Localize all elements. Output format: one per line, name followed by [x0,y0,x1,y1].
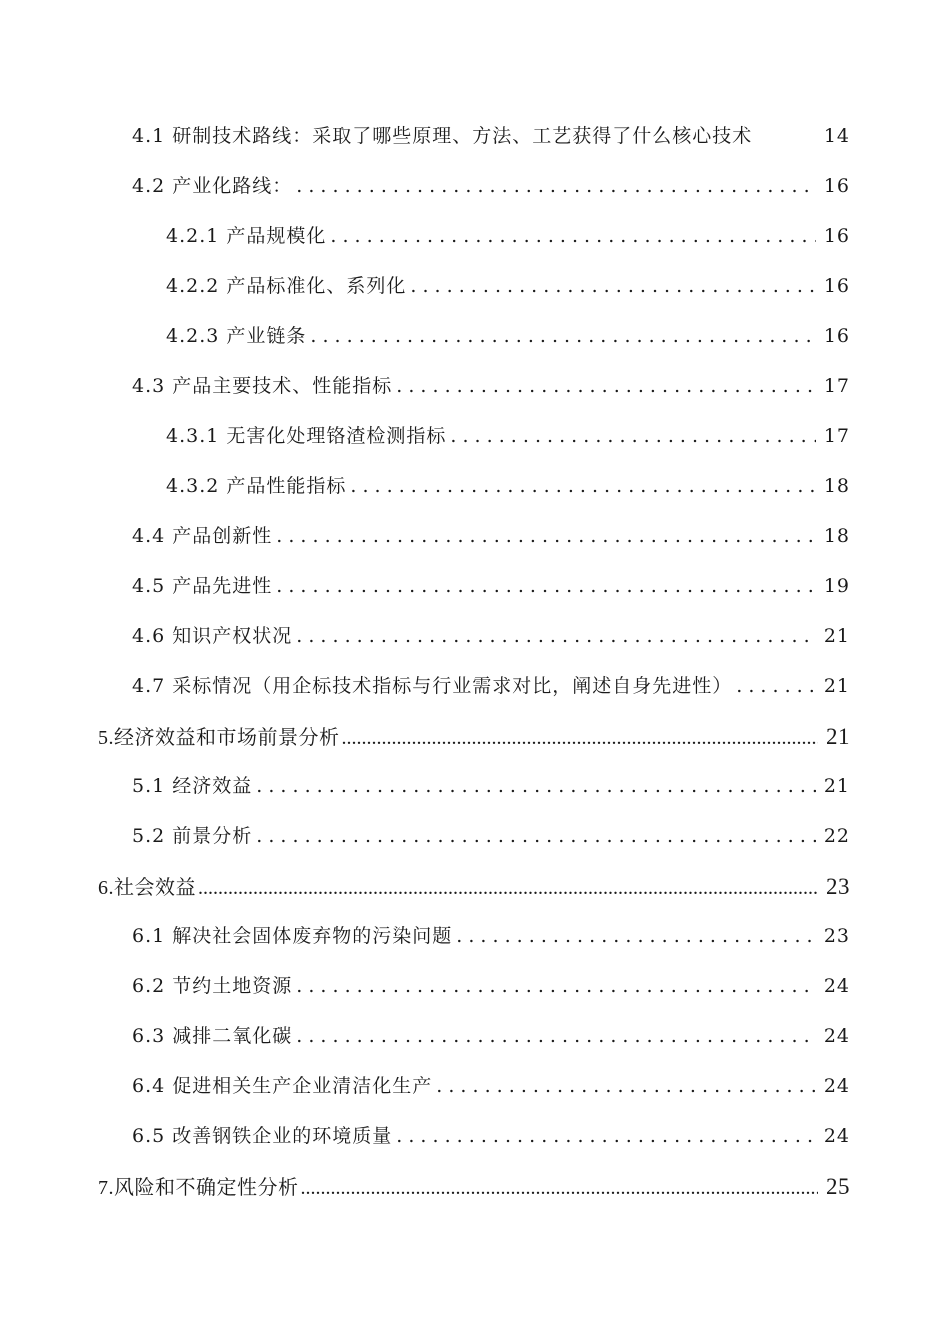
toc-entry-label: 4.2 产业化路线： [132,175,293,197]
toc-entry-6-1[interactable] [132,911,850,961]
toc-entry-label: 4.1 研制技术路线：采取了哪些原理、方法、工艺获得了什么核心技术 [132,125,753,147]
toc-leader-dots [436,1075,816,1097]
toc-leader-dots [456,925,816,947]
toc-entry-5-1[interactable] [132,761,850,811]
toc-page-number: 16 [823,225,850,247]
toc-entry-label: 4.6 知识产权状况 [132,625,293,647]
toc-leader-dots [350,475,816,497]
toc-entry-label: 4.2.1 产品规模化 [166,225,327,247]
toc-page-number: 21 [823,775,850,797]
toc-entry-label: 7.风险和不确定性分析 [98,1177,299,1199]
toc-entry-label: 4.3.2 产品性能指标 [166,475,347,497]
toc-entry-4-7[interactable] [132,661,850,711]
toc-entry-4-3-1[interactable] [166,411,850,461]
toc-entry-6-4[interactable] [132,1061,850,1111]
toc-page-number: 24 [823,975,850,997]
toc-entry-label: 4.5 产品先进性 [132,575,273,597]
toc-page-number: 19 [823,575,850,597]
toc-entry-label: 4.2.3 产业链条 [166,325,307,347]
toc-entry-4-1[interactable] [132,111,850,161]
toc-leader-dots [256,775,816,797]
toc-entry-4-6[interactable] [132,611,850,661]
toc-leader-dots [296,1025,816,1047]
toc-page-number: 24 [823,1075,850,1097]
toc-leader-dots [330,225,816,247]
toc-page-number: 24 [823,1125,850,1147]
toc-entry-7[interactable] [98,1161,850,1211]
toc-leader-dots [410,275,816,297]
toc-entry-label: 5.经济效益和市场前景分析 [98,727,340,749]
toc-page-number: 23 [826,874,850,899]
toc-page-number: 14 [823,125,850,147]
toc-entry-5-2[interactable] [132,811,850,861]
toc-leader-dots [301,1177,819,1200]
toc-page-number: 24 [823,1025,850,1047]
toc-entry-6-2[interactable] [132,961,850,1011]
toc-leader-dots [256,825,816,847]
toc-entry-4-4[interactable] [132,511,850,561]
toc-page-number: 21 [823,675,850,697]
toc-page-number: 17 [823,425,850,447]
toc-page-number: 16 [823,325,850,347]
toc-leader-dots [198,877,818,900]
toc-entry-label: 5.1 经济效益 [132,775,253,797]
toc-entry-4-2-3[interactable] [166,311,850,361]
toc-page-number: 16 [823,275,850,297]
toc-page-number: 16 [823,175,850,197]
toc-leader-dots [276,575,816,597]
toc-leader-dots [736,675,816,697]
toc-page-number: 18 [823,525,850,547]
toc-entry-5[interactable] [98,711,850,761]
toc-entry-label: 6.3 减排二氧化碳 [132,1025,293,1047]
toc-entry-label: 6.5 改善钢铁企业的环境质量 [132,1125,393,1147]
toc-leader-dots [310,325,816,347]
toc-entry-label: 4.3.1 无害化处理铬渣检测指标 [166,425,447,447]
toc-entry-4-2-1[interactable] [166,211,850,261]
toc-entry-6-5[interactable] [132,1111,850,1161]
toc-entry-label: 4.4 产品创新性 [132,525,273,547]
toc-page-number: 18 [823,475,850,497]
toc-entry-4-3[interactable] [132,361,850,411]
toc-page-number: 22 [823,825,850,847]
toc-entry-6[interactable] [98,861,850,911]
toc-entry-label: 6.2 节约土地资源 [132,975,293,997]
toc-entry-label: 4.2.2 产品标准化、系列化 [166,275,407,297]
toc-entry-4-5[interactable] [132,561,850,611]
table-of-contents [0,111,950,1211]
toc-leader-dots [450,425,816,447]
toc-page-number: 17 [823,375,850,397]
toc-entry-label: 5.2 前景分析 [132,825,253,847]
toc-leader-dots [296,175,816,197]
toc-leader-dots [296,975,816,997]
toc-entry-label: 6.4 促进相关生产企业清洁化生产 [132,1075,433,1097]
toc-entry-6-3[interactable] [132,1011,850,1061]
toc-leader-dots [296,625,816,647]
toc-entry-4-2[interactable] [132,161,850,211]
toc-entry-4-2-2[interactable] [166,261,850,311]
toc-entry-label: 4.7 采标情况（用企标技术指标与行业需求对比，阐述自身先进性） [132,675,733,697]
toc-entry-label: 4.3 产品主要技术、性能指标 [132,375,393,397]
toc-leader-dots [396,375,816,397]
toc-entry-4-3-2[interactable] [166,461,850,511]
toc-leader-dots [342,727,819,750]
toc-page-number: 25 [826,1174,850,1199]
toc-entry-label: 6.社会效益 [98,877,196,899]
toc-leader-dots [396,1125,816,1147]
toc-page-number: 21 [826,724,850,749]
toc-page-number: 23 [823,925,850,947]
toc-leader-dots [276,525,816,547]
toc-entry-label: 6.1 解决社会固体废弃物的污染问题 [132,925,453,947]
toc-page-number: 21 [823,625,850,647]
